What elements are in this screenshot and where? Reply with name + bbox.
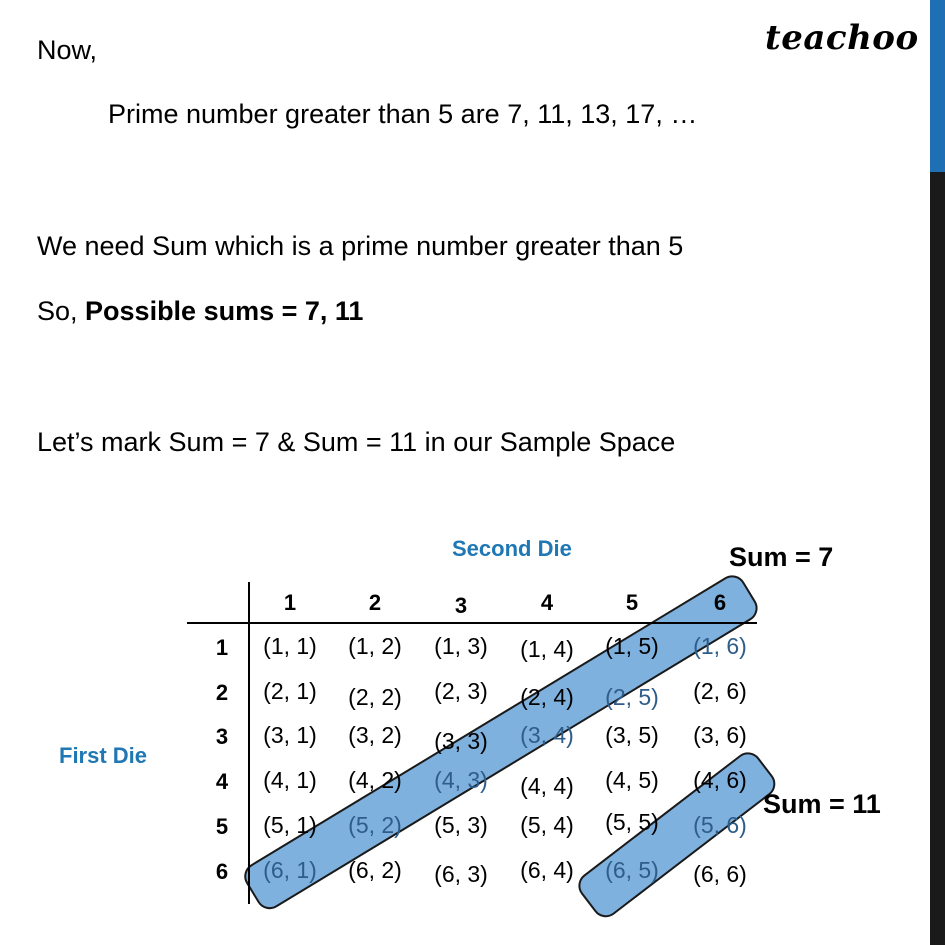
cell-1-4: (1, 4) [520,636,574,662]
cell-1-6: (1, 6) [693,633,747,659]
cell-6-2: (6, 2) [348,857,402,883]
cell-6-4: (6, 4) [520,857,574,883]
sum7-label: Sum = 7 [729,542,834,572]
scrollbar-track-top[interactable] [930,0,945,172]
cell-5-6: (5, 6) [693,812,747,838]
sum11-label: Sum = 11 [763,789,881,819]
cell-4-2: (4, 2) [348,767,402,793]
primes-text: Prime number greater than 5 are 7, 11, 13, 17, … [108,99,698,129]
mark-text: Let’s mark Sum = 7 & Sum = 11 in our Sample Space [37,427,676,457]
cell-5-3: (5, 3) [434,812,488,838]
cell-6-1: (6, 1) [263,857,317,883]
row-header-5: 5 [215,814,229,839]
column-header-1: 1 [283,590,297,615]
column-header-6: 6 [713,590,727,615]
first-die-label: First Die [59,743,148,768]
cell-3-4: (3, 4) [520,722,574,748]
cell-3-5: (3, 5) [605,722,659,748]
cell-5-1: (5, 1) [263,812,317,838]
row-header-2: 2 [215,680,229,705]
column-header-2: 2 [368,590,382,615]
cell-2-1: (2, 1) [263,678,317,704]
possible-sums-bold: Possible sums = 7, 11 [85,296,364,326]
cell-6-3: (6, 3) [434,861,488,887]
cell-1-5: (1, 5) [605,633,659,659]
cell-2-2: (2, 2) [348,684,402,710]
now-text: Now, [37,35,98,65]
teachoo-logo: teachoo [765,18,919,58]
so-prefix: So, [37,296,86,326]
cell-5-5: (5, 5) [605,809,659,835]
cell-4-6: (4, 6) [693,767,747,793]
possible-sums-text [37,298,363,325]
row-header-4: 4 [215,769,229,794]
column-header-5: 5 [625,590,639,615]
cell-3-3: (3, 3) [434,728,488,754]
cell-3-2: (3, 2) [348,722,402,748]
cell-2-6: (2, 6) [693,678,747,704]
cell-1-2: (1, 2) [348,633,402,659]
sum11-highlight [573,747,781,923]
row-header-3: 3 [215,724,229,749]
row-header-1: 1 [215,635,229,660]
cell-5-2: (5, 2) [348,812,402,838]
cell-2-3: (2, 3) [434,678,488,704]
second-die-label: Second Die [452,536,572,561]
cell-4-5: (4, 5) [605,767,659,793]
table-horizontal-divider [187,622,757,624]
row-header-6: 6 [215,859,229,884]
cell-6-6: (6, 6) [693,861,747,887]
need-text: We need Sum which is a prime number greater than 5 [37,231,684,261]
scrollbar-thumb[interactable] [930,172,945,945]
cell-3-6: (3, 6) [693,722,747,748]
cell-4-3: (4, 3) [434,767,488,793]
cell-3-1: (3, 1) [263,722,317,748]
cell-1-1: (1, 1) [263,633,317,659]
cell-5-4: (5, 4) [520,812,574,838]
cell-4-4: (4, 4) [520,773,574,799]
cell-6-5: (6, 5) [605,857,659,883]
table-vertical-divider [248,582,250,904]
column-header-3: 3 [454,593,468,618]
cell-1-3: (1, 3) [434,633,488,659]
cell-2-4: (2, 4) [520,684,574,710]
cell-4-1: (4, 1) [263,767,317,793]
cell-2-5: (2, 5) [605,684,659,710]
column-header-4: 4 [540,590,554,615]
